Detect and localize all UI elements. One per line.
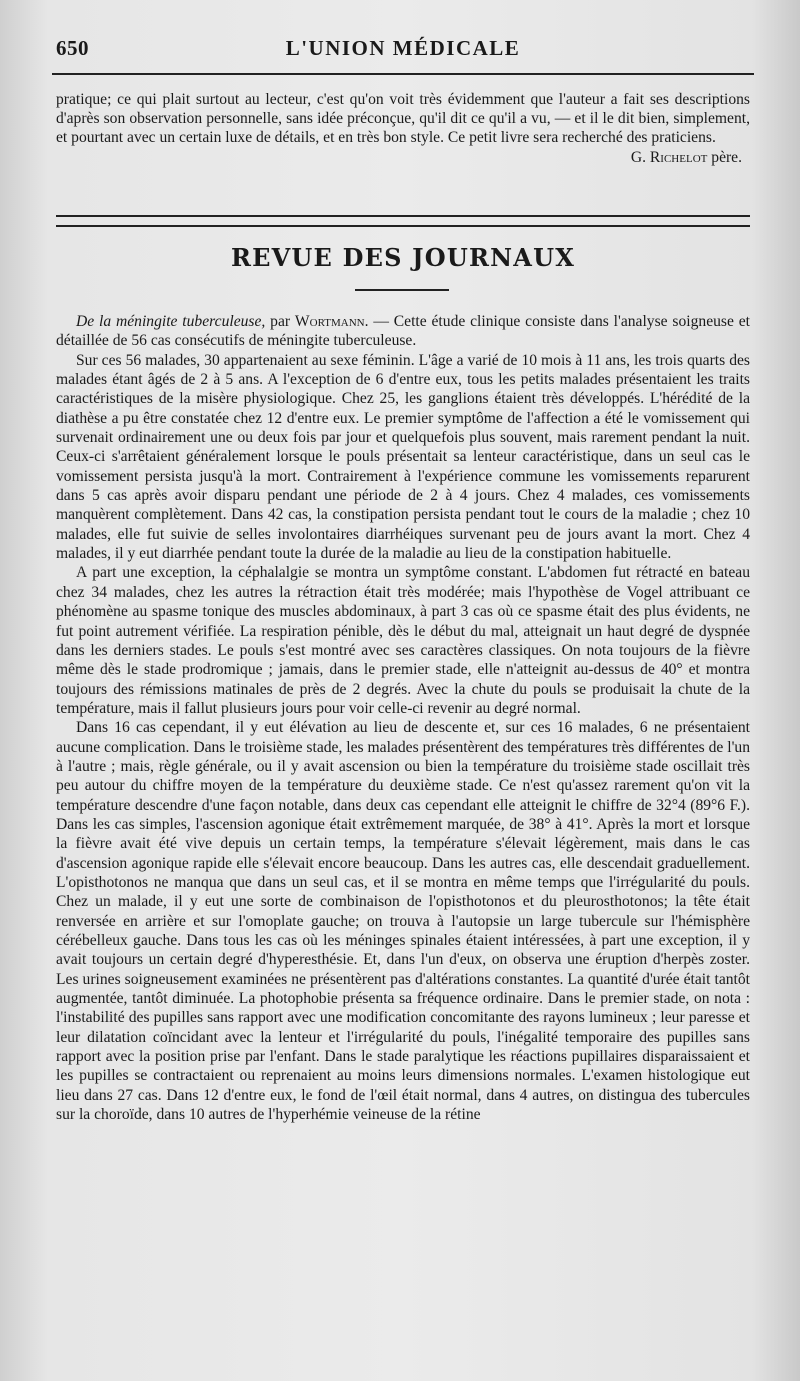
header-rule <box>52 73 754 75</box>
article-paragraph-2: A part une exception, la céphalalgie se montra un symptôme constant. L'abdomen fut rétracté en bateau chez 34 malades, chez les autres la rétraction était très modérée; mais l'hypothèse de Vogel attribuant ce phénomène au spasme tonique des muscles abdominaux, à part 3 cas où ce spasme était des plus évidents, ne fut point autrement vérifiée. La respiration pénible, dès le début du mal, atteignait un haut degré de dyspnée dans les derniers stades. Le pouls s'est montré avec ses caractères classiques. On nota toujours de la fièvre même dès le stade prodromique ; jamais, dans le premier stade, elle n'atteignit au-dessus de 40° et montra toujours des rémissions matinales de près de 2 degrés. Avec la chute du pouls se produisait la chute de la température, mais il fallut plusieurs jours pour voir celle-ci revenir au degré normal. <box>56 564 750 717</box>
article-intro: — Cette étude clinique consiste dans l'analyse soigneuse et détaillée de 56 cas consécutifs de méningite tuberculeuse. <box>56 313 750 350</box>
previous-review <box>56 90 750 167</box>
signature-initial: G. <box>630 148 646 166</box>
journal-title: L'UNION MÉDICALE <box>285 36 521 60</box>
section-divider <box>56 215 750 227</box>
section-title: REVUE DES JOURNAUX <box>230 243 576 272</box>
article-intro-paragraph <box>56 312 750 351</box>
review-signature <box>56 148 750 167</box>
article-by: par <box>270 313 291 330</box>
signature-suffix: père. <box>711 148 742 166</box>
article-author: Wortmann. <box>294 313 369 330</box>
article-title: De la méningite tuberculeuse, <box>76 313 266 330</box>
article-body <box>56 312 750 1124</box>
article-paragraph-3: Dans 16 cas cependant, il y eut élévation au lieu de descente et, sur ces 16 malades, 6 ne présentaient aucune complication. Dans le troisième stade, les malades présentèrent des températures très différentes de l'un à l'autre ; mais, règle générale, ou il y avait ascension ou bien la température du troisième stade oscillait très peu autour du chiffre moyen de la température du deuxième stade. Ce n'est qu'assez rarement qu'on vit la température descendre d'une façon notable, dans deux cas cependant elle atteignit le chiffre de 32°4 (89°6 F.). Dans les cas simples, l'ascension agonique était extrêmement marquée, de 38° à 41°. Après la mort et lorsque la fièvre avait été vive depuis un certain temps, la température s'élevait légèrement, mais dans le cas d'ascension agonique rapide elle s'élevait encore beaucoup. Dans les autres cas, elle descendait graduellement. L'opisthotonos ne manqua que dans un seul cas, et il se montra en même temps que l'irrégularité du pouls. Chez un malade, il y eut une sorte de combinaison de l'opisthotonos et du pleurosthotonos; la tête était renversée en arrière et sur l'omoplate gauche; on trouva à l'autopsie un large tubercule sur l'hémisphère cérébelleux gauche. Dans tous les cas où les méninges spinales étaient intéressées, à part une exception, il y avait toujours un certain degré d'hyperesthésie. Et, dans l'un d'eux, on observa une éruption d'herpès zoster. Les urines soigneusement examinées ne présentèrent pas d'altérations constantes. La quantité d'urée était tantôt augmentée, tantôt diminuée. La photophobie présenta sa fréquence ordinaire. Dans le premier stade, on nota : l'instabilité des pupilles sans rapport avec une modification concomitante des rayons lumineux ; leur paresse et leur dilatation coïncidant avec la lenteur et l'irrégularité du pouls, l'inégalité temporaire des pupilles sans rapport avec la position prise par l'enfant. Dans le stade paralytique les réactions pupillaires disparaissaient et les pupilles se contractaient ou reprenaient au moins leurs dimensions normales. L'examen histologique eut lieu dans 27 cas. Dans 12 d'entre eux, le fond de l'œil était normal, dans 4 autres, on distingua des tubercules sur la choroïde, dans 10 autres de l'hyperhémie veineuse de la rétine <box>56 719 750 1124</box>
running-head <box>56 36 750 66</box>
title-underline <box>355 289 449 291</box>
page-number: 650 <box>56 36 89 60</box>
article-paragraph-1: Sur ces 56 malades, 30 appartenaient au sexe féminin. L'âge a varié de 10 mois à 11 ans, les trois quarts des malades étant âgés de 2 à 5 ans. A l'exception de 6 d'entre eux, tous les petits malades présentaient les traits caractéristiques de la misère physiologique. Chez 25, les ganglions étaient très développés. L'hérédité de la diathèse a pu être constatée chez 12 d'entre eux. Le premier symptôme de l'affection a été le vomissement qui survenait ordinairement une ou deux fois par jour et quelquefois plus souvent, mais rarement pendant la nuit. Ceux-ci s'arrêtaient généralement lorsque le pouls présentait sa lenteur caractéristique, dans un seul cas le vomissement persista jusqu'à la mort. Contrairement à l'expérience commune les vomissements reparurent dans 5 cas après avoir disparu pendant une période de 2 à 4 jours. Chez 4 malades, ces vomissements manquèrent complètement. Dans 42 cas, la constipation persista pendant tout le cours de la maladie ; chez 10 malades, elle fut suivie de selles involontaires diarrhéiques survenant peu de jours avant la mort. Chez 4 malades, il y eut diarrhée pendant toute la durée de la maladie au lieu de la constipation habituelle. <box>56 351 750 563</box>
previous-review-text: pratique; ce qui plait surtout au lecteur, c'est qu'on voit très évidemment que l'auteur a fait ses descriptions d'après son observation personnelle, sans idée préconçue, qu'il dit ce qu'il a vu, — et il le dit bien, simplement, et pourtant avec un certain luxe de détails, et en très bon style. Ce petit livre sera recherché des praticiens. <box>56 91 750 147</box>
signature-name: Richelot <box>649 148 708 166</box>
